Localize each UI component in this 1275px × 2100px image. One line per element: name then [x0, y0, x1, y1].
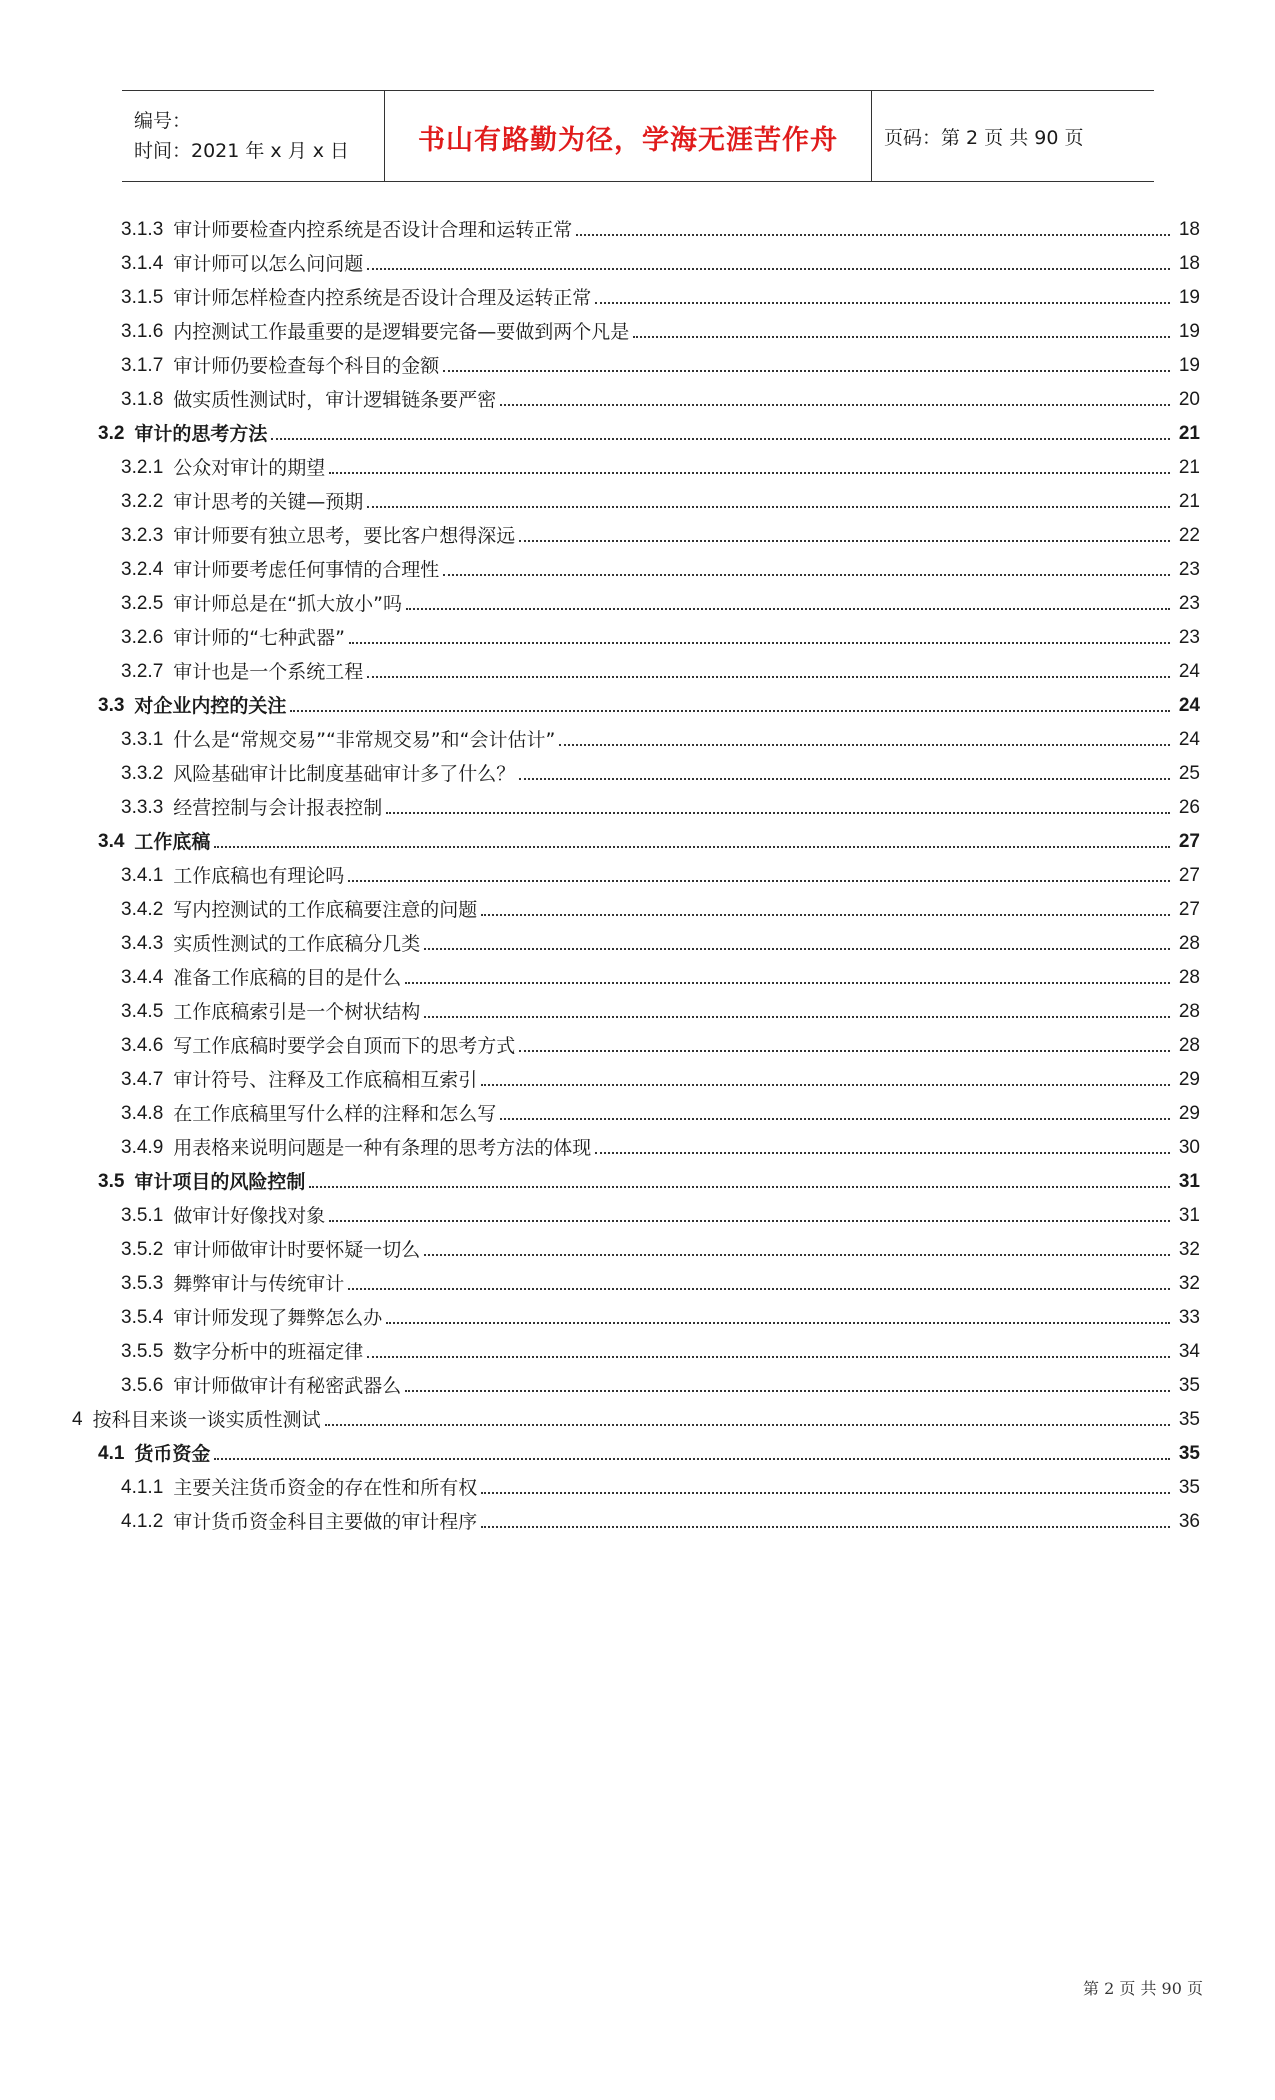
toc-entry[interactable] [121, 516, 1200, 548]
toc-entry-page: 28 [1178, 1001, 1200, 1022]
toc-entry-title: 审计思考的关键—预期 [173, 491, 364, 513]
toc-entry-title: 做实质性测试时，审计逻辑链条要严密 [173, 389, 497, 411]
toc-entry[interactable] [121, 1060, 1200, 1092]
toc-entry-page: 21 [1178, 491, 1200, 512]
toc-entry-number: 3.5.6 [121, 1375, 164, 1396]
toc-entry[interactable] [121, 346, 1200, 378]
toc-leader-dots [386, 811, 1170, 814]
toc-entry[interactable] [121, 924, 1200, 956]
toc-entry-title: 审计项目的风险控制 [134, 1171, 306, 1193]
toc-entry-page: 26 [1178, 797, 1200, 818]
toc-leader-dots [481, 1491, 1170, 1494]
toc-entry-page: 29 [1178, 1103, 1200, 1124]
toc-entry-number: 3.5 [98, 1171, 125, 1192]
toc-entry[interactable] [121, 1196, 1200, 1228]
toc-entry-page: 24 [1178, 661, 1200, 682]
toc-leader-dots [349, 641, 1170, 644]
toc-entry-title: 实质性测试的工作底稿分几类 [173, 933, 421, 955]
toc-entry-title: 工作底稿 [134, 831, 211, 853]
toc-leader-dots [367, 1355, 1170, 1358]
toc-leader-dots [290, 709, 1170, 712]
toc-entry-number: 3.5.3 [121, 1273, 164, 1294]
toc-entry-title: 对企业内控的关注 [134, 695, 287, 717]
toc-entry[interactable] [121, 210, 1200, 242]
toc-entry-title: 审计师要有独立思考，要比客户想得深远 [173, 525, 516, 547]
toc-entry-title: 风险基础审计比制度基础审计多了什么？ [173, 763, 516, 785]
toc-entry-title: 工作底稿也有理论吗 [173, 865, 345, 887]
toc-entry-page: 31 [1178, 1205, 1200, 1226]
date-label: 时间：2021 年 x 月 x 日 [134, 140, 350, 162]
toc-entry[interactable] [121, 1026, 1200, 1058]
toc-entry-number: 3.1.6 [121, 321, 164, 342]
toc-entry-title: 什么是“常规交易”“非常规交易”和“会计估计” [173, 729, 556, 751]
toc-entry-number: 3.4.2 [121, 899, 164, 920]
toc-entry-number: 3.1.7 [121, 355, 164, 376]
toc-entry[interactable] [121, 652, 1200, 684]
toc-leader-dots [329, 471, 1170, 474]
toc-leader-dots [348, 879, 1170, 882]
toc-entry-title: 审计的思考方法 [134, 423, 268, 445]
toc-entry-number: 3.5.5 [121, 1341, 164, 1362]
toc-entry-number: 3.2.2 [121, 491, 164, 512]
toc-leader-dots [500, 403, 1170, 406]
toc-leader-dots [519, 1049, 1170, 1052]
toc-entry[interactable] [98, 822, 1200, 854]
toc-leader-dots [633, 335, 1170, 338]
toc-entry-title: 审计也是一个系统工程 [173, 661, 364, 683]
toc-entry-number: 3.3.2 [121, 763, 164, 784]
toc-leader-dots [386, 1321, 1170, 1324]
toc-entry-page: 35 [1178, 1477, 1200, 1498]
toc-leader-dots [309, 1185, 1170, 1188]
toc-leader-dots [481, 913, 1170, 916]
toc-leader-dots [405, 1389, 1170, 1392]
toc-entry-page: 27 [1178, 831, 1200, 852]
toc-entry-number: 3.2 [98, 423, 125, 444]
toc-entry-title: 审计师要考虑任何事情的合理性 [173, 559, 440, 581]
toc-entry-title: 经营控制与会计报表控制 [173, 797, 383, 819]
toc-entry-title: 审计师要检查内控系统是否设计合理和运转正常 [173, 219, 573, 241]
toc-entry[interactable] [121, 1332, 1200, 1364]
toc-entry-title: 工作底稿索引是一个树状结构 [173, 1001, 421, 1023]
toc-entry-page: 21 [1178, 423, 1200, 444]
toc-entry-number: 4.1.1 [121, 1477, 164, 1498]
toc-entry-number: 4.1.2 [121, 1511, 164, 1532]
toc-entry-page: 24 [1178, 695, 1200, 716]
toc-entry-title: 内控测试工作最重要的是逻辑要完备—要做到两个凡是 [173, 321, 630, 343]
toc-entry-title: 审计师仍要检查每个科目的金额 [173, 355, 440, 377]
toc-entry-page: 29 [1178, 1069, 1200, 1090]
toc-entry-page: 32 [1178, 1273, 1200, 1294]
toc-entry-title: 按科目来谈一谈实质性测试 [92, 1409, 321, 1431]
serial-label: 编号： [134, 110, 192, 132]
toc-leader-dots [576, 233, 1170, 236]
toc-leader-dots [424, 1015, 1170, 1018]
toc-entry-number: 3.4.7 [121, 1069, 164, 1090]
toc-entry-number: 3.4.3 [121, 933, 164, 954]
toc-leader-dots [481, 1525, 1170, 1528]
toc-entry[interactable] [121, 958, 1200, 990]
page-footer: 第 2 页 共 90 页 [1083, 1979, 1203, 1998]
toc-entry-page: 32 [1178, 1239, 1200, 1260]
toc-entry-page: 35 [1178, 1409, 1200, 1430]
toc-entry-number: 3.4.1 [121, 865, 164, 886]
toc-entry-title: 审计符号、注释及工作底稿相互索引 [173, 1069, 478, 1091]
toc-entry-page: 24 [1178, 729, 1200, 750]
toc-entry-title: 审计货币资金科目主要做的审计程序 [173, 1511, 478, 1533]
toc-entry-number: 3.3.1 [121, 729, 164, 750]
toc-entry[interactable] [121, 482, 1200, 514]
toc-leader-dots [559, 743, 1170, 746]
toc-entry-page: 30 [1178, 1137, 1200, 1158]
toc-entry-number: 3.5.1 [121, 1205, 164, 1226]
toc-entry-title: 用表格来说明问题是一种有条理的思考方法的体现 [173, 1137, 592, 1159]
toc-entry[interactable] [98, 414, 1200, 446]
toc-entry-page: 28 [1178, 967, 1200, 988]
toc-entry[interactable] [121, 992, 1200, 1024]
toc-entry-page: 27 [1178, 899, 1200, 920]
toc-leader-dots [481, 1083, 1170, 1086]
toc-entry[interactable] [121, 754, 1200, 786]
toc-entry-page: 19 [1178, 321, 1200, 342]
toc-entry-title: 审计师发现了舞弊怎么办 [173, 1307, 383, 1329]
toc-entry-number: 3.4 [98, 831, 125, 852]
toc-entry-page: 28 [1178, 933, 1200, 954]
toc-entry[interactable] [121, 244, 1200, 276]
toc-entry-page: 31 [1178, 1171, 1200, 1192]
toc-entry-page: 27 [1178, 865, 1200, 886]
toc-entry-number: 3.1.3 [121, 219, 164, 240]
toc-leader-dots [214, 845, 1170, 848]
toc-entry-number: 3.4.8 [121, 1103, 164, 1124]
toc-entry-number: 3.5.4 [121, 1307, 164, 1328]
toc-entry-page: 25 [1178, 763, 1200, 784]
toc-entry[interactable] [121, 312, 1200, 344]
header-meta [122, 91, 384, 181]
toc-entry-title: 主要关注货币资金的存在性和所有权 [173, 1477, 478, 1499]
toc-entry[interactable] [121, 1298, 1200, 1330]
toc-entry-page: 18 [1178, 219, 1200, 240]
toc-entry[interactable] [98, 1162, 1200, 1194]
toc-leader-dots [443, 369, 1170, 372]
toc-entry-title: 审计师可以怎么问问题 [173, 253, 364, 275]
toc-entry-page: 20 [1178, 389, 1200, 410]
toc-entry[interactable] [121, 1128, 1200, 1160]
toc-entry-title: 审计师做审计时要怀疑一切么 [173, 1239, 421, 1261]
toc-entry-number: 4 [72, 1409, 83, 1430]
toc-entry[interactable] [121, 1502, 1200, 1534]
toc-leader-dots [329, 1219, 1170, 1222]
toc-entry-number: 4.1 [98, 1443, 125, 1464]
toc-entry[interactable] [121, 1264, 1200, 1296]
toc-entry[interactable] [121, 278, 1200, 310]
toc-leader-dots [325, 1423, 1170, 1426]
toc-entry-title: 舞弊审计与传统审计 [173, 1273, 345, 1295]
toc-leader-dots [595, 301, 1170, 304]
toc-entry-title: 公众对审计的期望 [173, 457, 326, 479]
toc-entry-number: 3.2.1 [121, 457, 164, 478]
toc-leader-dots [519, 777, 1170, 780]
toc-leader-dots [367, 267, 1170, 270]
toc-entry-title: 货币资金 [134, 1443, 211, 1465]
toc-entry-page: 23 [1178, 593, 1200, 614]
toc-entry[interactable] [121, 448, 1200, 480]
toc-entry-number: 3.4.9 [121, 1137, 164, 1158]
toc-entry-page: 23 [1178, 559, 1200, 580]
toc-entry-title: 审计师做审计有秘密武器么 [173, 1375, 402, 1397]
toc-entry-page: 18 [1178, 253, 1200, 274]
toc-entry-number: 3.4.4 [121, 967, 164, 988]
toc-entry[interactable] [121, 584, 1200, 616]
toc-entry-number: 3.2.4 [121, 559, 164, 580]
toc-entry-page: 35 [1178, 1375, 1200, 1396]
toc-entry-page: 23 [1178, 627, 1200, 648]
toc-leader-dots [500, 1117, 1170, 1120]
toc-leader-dots [214, 1457, 1170, 1460]
toc-entry[interactable] [121, 1230, 1200, 1262]
toc-entry[interactable] [98, 686, 1200, 718]
toc-entry-number: 3.2.3 [121, 525, 164, 546]
toc-entry-page: 19 [1178, 355, 1200, 376]
toc-entry-page: 19 [1178, 287, 1200, 308]
toc-entry-title: 数字分析中的班福定律 [173, 1341, 364, 1363]
toc-leader-dots [519, 539, 1170, 542]
toc-leader-dots [405, 981, 1170, 984]
toc-entry[interactable] [121, 380, 1200, 412]
toc-leader-dots [424, 947, 1170, 950]
toc-entry-number: 3.5.2 [121, 1239, 164, 1260]
toc-entry-page: 36 [1178, 1511, 1200, 1532]
toc-entry-number: 3.4.6 [121, 1035, 164, 1056]
toc-entry-number: 3.2.7 [121, 661, 164, 682]
toc-entry[interactable] [121, 720, 1200, 752]
page-label: 页码：第 2 页 共 90 页 [884, 126, 1084, 149]
toc-leader-dots [595, 1151, 1170, 1154]
toc-entry[interactable] [121, 1094, 1200, 1126]
toc-entry-number: 3.1.4 [121, 253, 164, 274]
toc-entry-number: 3.4.5 [121, 1001, 164, 1022]
toc-leader-dots [443, 573, 1170, 576]
page-header [122, 90, 1154, 182]
toc-entry-page: 21 [1178, 457, 1200, 478]
toc-entry-title: 写内控测试的工作底稿要注意的问题 [173, 899, 478, 921]
toc-entry-title: 做审计好像找对象 [173, 1205, 326, 1227]
toc-entry-number: 3.1.5 [121, 287, 164, 308]
toc-entry[interactable] [121, 890, 1200, 922]
toc-entry-number: 3.2.6 [121, 627, 164, 648]
toc-entry[interactable] [121, 1366, 1200, 1398]
toc-entry-page: 34 [1178, 1341, 1200, 1362]
toc-leader-dots [271, 437, 1170, 440]
toc-entry-page: 35 [1178, 1443, 1200, 1464]
toc-entry[interactable] [121, 788, 1200, 820]
motto-text: 书山有路勤为径，学海无涯苦作舟 [418, 124, 838, 156]
toc-entry[interactable] [121, 618, 1200, 650]
toc-leader-dots [406, 607, 1170, 610]
toc-entry-page: 22 [1178, 525, 1200, 546]
toc-leader-dots [367, 675, 1170, 678]
toc-entry-page: 33 [1178, 1307, 1200, 1328]
toc-entry-title: 准备工作底稿的目的是什么 [173, 967, 402, 989]
toc-entry-number: 3.3 [98, 695, 125, 716]
toc-entry[interactable] [98, 1434, 1200, 1466]
toc-entry-title: 审计师的“七种武器” [173, 627, 345, 649]
toc-leader-dots [424, 1253, 1170, 1256]
toc-leader-dots [348, 1287, 1170, 1290]
toc-entry-page: 28 [1178, 1035, 1200, 1056]
toc-entry[interactable] [121, 1468, 1200, 1500]
toc-leader-dots [367, 505, 1170, 508]
header-page-cell [872, 91, 1154, 181]
header-motto-cell [384, 91, 872, 181]
toc-entry-number: 3.3.3 [121, 797, 164, 818]
toc-entry-title: 审计师怎样检查内控系统是否设计合理及运转正常 [173, 287, 592, 309]
toc-entry-title: 在工作底稿里写什么样的注释和怎么写 [173, 1103, 497, 1125]
toc-entry[interactable] [121, 856, 1200, 888]
toc-entry-number: 3.2.5 [121, 593, 164, 614]
toc-entry[interactable] [72, 1400, 1200, 1432]
toc-entry-title: 写工作底稿时要学会自顶而下的思考方式 [173, 1035, 516, 1057]
toc-entry-title: 审计师总是在“抓大放小”吗 [173, 593, 402, 615]
toc-entry[interactable] [121, 550, 1200, 582]
toc-entry-number: 3.1.8 [121, 389, 164, 410]
